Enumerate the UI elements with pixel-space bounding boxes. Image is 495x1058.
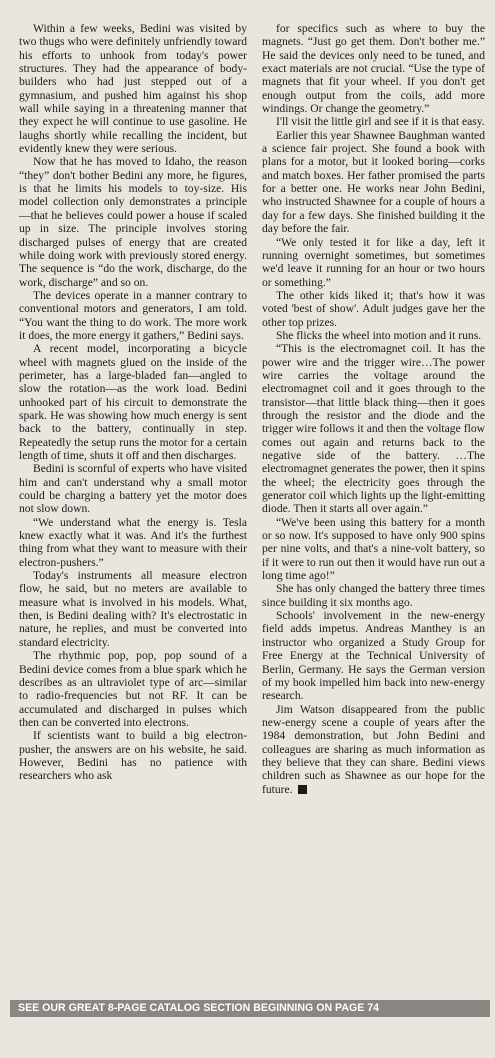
- catalog-promo-text: SEE OUR GREAT 8-PAGE CATALOG SECTION BEGINNING ON PAGE 74: [18, 1002, 380, 1014]
- article-paragraph: Bedini is scornful of experts who have visited him and can't understand why a small motor could be charging a battery yet the motor does not slow down.: [19, 462, 247, 516]
- article-paragraph: A recent model, incorporating a bicycle wheel with magnets glued on the inside of the perimeter, has a large-bladed fan—angled to slow the rotation—as the work load. Bedini unhooked part of his circuit to demonstrate the spark. He was showing how much energy is sent back to the battery, continually in step. Repeatedly the setup runs the motor for a certain length of time, shuts it off and then discharges.: [19, 342, 247, 462]
- catalog-promo-banner: [10, 1000, 490, 1017]
- article-paragraph: “We only tested it for like a day, left it running overnight sometimes, but sometimes we'd leave it running for an hour or two hours or something.”: [262, 235, 485, 289]
- article-paragraph: “We've been using this battery for a month or so now. It's supposed to have only 900 spins per nine volts, and that's a nine-volt battery, so if it were to run out then it would have run out a long time ago!”: [262, 515, 485, 583]
- article-paragraph: Today's instruments all measure electron flow, he said, but no meters are available to measure what is involved in his models. What, then, is Bedini dealing with? It's electrostatic in nature, he replies, and must be converted into standard electricity.: [19, 569, 247, 649]
- article-paragraph: The rhythmic pop, pop, pop sound of a Bedini device comes from a blue spark which he describes as an ultraviolet type of arc—similar to radio-frequencies but not RF. It can be accumulated and discharged in pulses which then can be converted into electrons.: [19, 649, 247, 729]
- article-paragraph: “This is the electromagnet coil. It has the power wire and the trigger wire…The power wire carries the voltage around the electromagnet coil and it goes through to the transistor—that little black thing—then it goes through the resistor and the diode and the trigger wire follows it and then the voltage flow comes out again and returns back to the negative side of the battery. …The electromagnet generates the power, then it spins the wheel; the electricity goes through the generator coil which lights up the light-emitting diode. Then it starts all over again.”: [262, 342, 485, 516]
- article-left-column: [19, 22, 247, 783]
- article-paragraph: Earlier this year Shawnee Baughman wanted a science fair project. She found a book with plans for a motor, but it looked boring—corks and match boxes. Her father promised the parts for a better one. He works near John Bedini, who instructed Shawnee for a couple of hours a day for a few days. She finished building it the day before the fair.: [262, 128, 485, 236]
- article-paragraph: I'll visit the little girl and see if it is that easy.: [276, 115, 485, 129]
- end-of-article-square-icon: [298, 785, 307, 794]
- article-paragraph: If scientists want to build a big electron-pusher, the answers are on his website, he said. However, Bedini has no patience with researchers who ask: [19, 729, 247, 783]
- article-last-paragraph: [262, 703, 485, 796]
- article-paragraph: Now that he has moved to Idaho, the reason “they” don't bother Bedini any more, he figures, is that he limits his models to toy-size. His model collection only demonstrates a principle—that he believes could power a house if scaled up in size. The principle involves storing discharged pulses of energy that are created while doing work with previously stored energy. The sequence is “do the work, discharge, do the work, discharge” and so on.: [19, 155, 247, 289]
- article-paragraph: “We understand what the energy is. Tesla knew exactly what it was. And it's the furthest thing from what they want to measure with their electron-pushers.”: [19, 515, 247, 569]
- article-paragraph: The devices operate in a manner contrary to conventional motors and generators, I am told. “You want the thing to do work. The more work it does, the more energy it gathers,” Bedini says.: [19, 288, 247, 342]
- article-right-column: [262, 22, 485, 796]
- article-paragraph: The other kids liked it; that's how it was voted 'best of show'. Adult judges gave her the other top prizes.: [262, 288, 485, 329]
- article-paragraph: She has only changed the battery three times since building it six months ago.: [262, 582, 485, 609]
- article-paragraph-text: Jim Watson disappeared from the public new-energy scene a couple of years after the 1984 demonstration, but John Bedini and colleagues are sharing as much information as they believe that they can share. Bedini views children such as Shawnee as our hope for the future.: [262, 702, 485, 796]
- article-paragraph: for specifics such as where to buy the magnets. “Just go get them. Don't bother me.” He said the devices only need to be tuned, and exact materials are not crucial. “Use the type of magnets that fit your wheel. If you don't get enough output from the coils, add more windings. Or change the geometry.”: [262, 22, 485, 116]
- article-paragraph: She flicks the wheel into motion and it runs.: [276, 328, 482, 342]
- article-paragraph: Schools' involvement in the new-energy field adds impetus. Andreas Manthey is an instructor who organized a Study Group for Free Energy at the Technical University of Berlin, Germany. He says the German version of my book impelled him back into new-energy research.: [262, 609, 485, 703]
- article-paragraph: Within a few weeks, Bedini was visited by two thugs who were definitely unfriendly toward his efforts to unhook from today's power structures. They had the appearance of body-builders who had just stepped out of a gymnasium, and pushed him against his shop wall while saying in a threatening manner that they expect he will continue to use gasoline. He laughs shortly while recalling the incident, but evidently knew they were serious.: [19, 22, 247, 156]
